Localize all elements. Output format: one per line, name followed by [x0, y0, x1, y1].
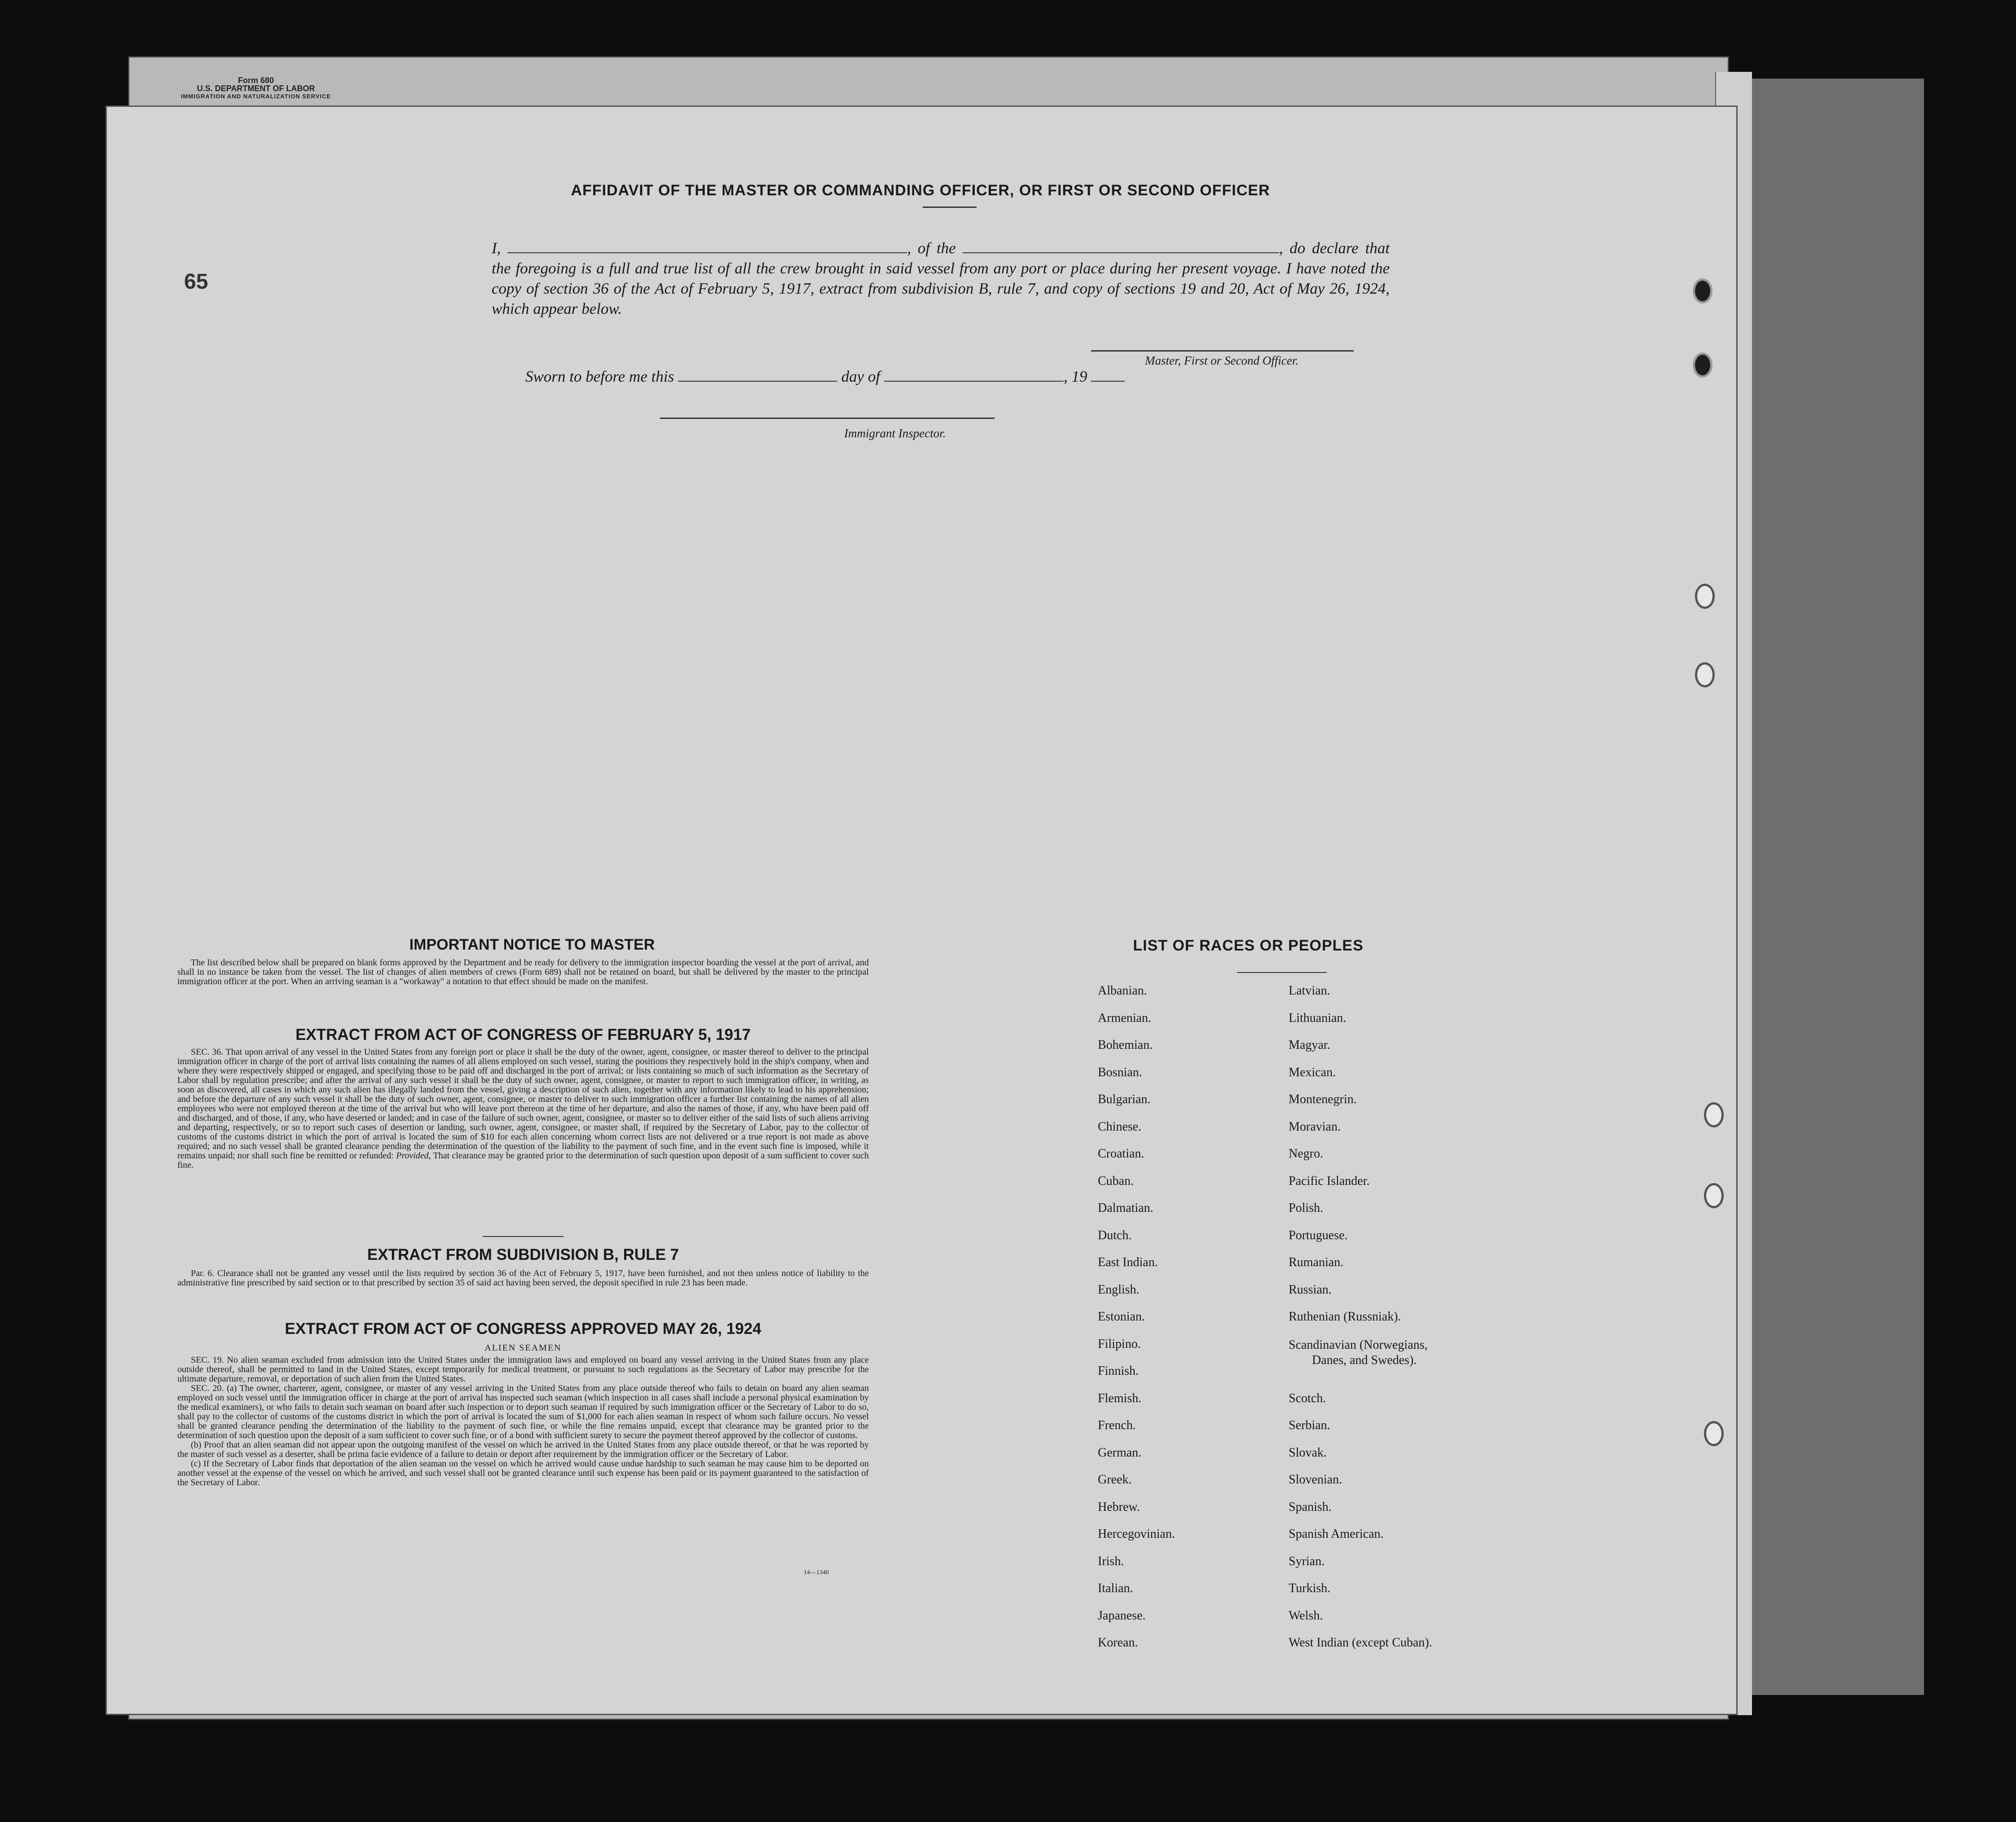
race-item	[1289, 1175, 1432, 1202]
race-item	[1289, 1256, 1432, 1283]
race-label: Magyar.	[1289, 1038, 1330, 1052]
race-item: Dalmatian.	[1098, 1201, 1153, 1215]
race-item: Hebrew.	[1098, 1500, 1140, 1514]
sworn-month-field[interactable]	[884, 367, 1064, 382]
race-item	[1289, 1392, 1432, 1419]
race-item: Bosnian.	[1098, 1065, 1142, 1079]
punch-hole-icon	[1704, 1102, 1724, 1127]
alien-seamen-subtitle: ALIEN SEAMEN	[484, 1343, 562, 1353]
affidavit-title: AFFIDAVIT OF THE MASTER OR COMMANDING OFFICER, OR FIRST OR SECOND OFFICER	[571, 182, 1270, 199]
race-item	[1289, 1066, 1432, 1093]
race-item	[1289, 1283, 1432, 1311]
races-title-rule	[1237, 972, 1327, 973]
race-item	[1289, 1473, 1432, 1501]
race-label: Polish.	[1289, 1201, 1324, 1215]
folder-edge	[1742, 79, 1924, 1695]
race-label: Rumanian.	[1289, 1255, 1344, 1269]
race-item: Bulgarian.	[1098, 1092, 1151, 1106]
affidavit-body	[492, 238, 1390, 319]
inspector-label: Immigrant Inspector.	[844, 427, 946, 440]
punch-hole-icon	[1704, 1421, 1724, 1446]
race-item: Greek.	[1098, 1473, 1132, 1487]
races-right-column	[1289, 984, 1432, 1664]
section-19-text: SEC. 19. No alien seaman excluded from admission into the United States under the immigration laws and employed on board any vessel arriving in the United States from any place outside thereof, shall be permitted to land in the United States, except temporarily for medical treatment, or pursuant to such regulations as the Secretary of Labor may prescribe for the ultimate departure, removal, or deportation of such alien from the United States.	[177, 1355, 869, 1384]
punch-hole-icon	[1695, 584, 1715, 609]
race-item: Flemish.	[1098, 1391, 1142, 1405]
rule7-title: EXTRACT FROM SUBDIVISION B, RULE 7	[367, 1246, 679, 1263]
punch-hole-icon	[1693, 278, 1712, 304]
race-item	[1289, 1501, 1432, 1528]
master-signature-field[interactable]	[1091, 350, 1354, 352]
extract-1924-text	[177, 1342, 869, 1488]
race-label: Scotch.	[1289, 1391, 1326, 1405]
punch-hole-icon	[1693, 352, 1712, 378]
section-20c-text: (c) If the Secretary of Labor finds that deportation of the alien seaman on the vessel on which he arrived would cause undue hardship to such seaman he may cause him to be deported on another vessel at the expense of the vessel on which he arrived, and such vessel shall not be granted clearance until such expense has been paid or its payment guaranteed to the satisfaction of the Secretary of Labor.	[177, 1459, 869, 1488]
race-item	[1289, 1147, 1432, 1175]
proviso-label: Provided,	[396, 1151, 431, 1161]
sworn-day-label: day of	[841, 368, 880, 385]
race-item	[1289, 1093, 1432, 1120]
extract-1924-title: EXTRACT FROM ACT OF CONGRESS APPROVED MAY 26, 1924	[285, 1320, 762, 1338]
race-item	[1289, 1636, 1432, 1664]
race-item	[1289, 1555, 1432, 1582]
race-item: Estonian.	[1098, 1310, 1145, 1324]
affidavit-line1-end: , do declare	[1279, 239, 1359, 257]
race-item: French.	[1098, 1418, 1136, 1432]
race-label: Pacific Islander.	[1289, 1174, 1370, 1188]
affidavit-line1-start: I,	[492, 239, 501, 257]
sworn-prefix: Sworn to before me this	[525, 368, 674, 385]
section-20b-text: (b) Proof that an alien seaman did not appear upon the outgoing manifest of the vessel on which he arrived in the United States from any place outside thereof, or that he was reported by the master of such vessel as a deserter, shall be prima facie evidence of a failure to detain or deport after requirement by the immigration officer or the Secretary of Labor.	[177, 1440, 869, 1459]
title-rule	[923, 207, 977, 208]
race-label: Spanish.	[1289, 1500, 1332, 1514]
race-item: Cuban.	[1098, 1174, 1134, 1188]
race-item	[1289, 1229, 1432, 1256]
notice-paragraph: The list described below shall be prepared on blank forms approved by the Department and be ready for delivery to the immigration inspector boarding the vessel at the port of arrival, and shall in no instance be taken from the vessel. The list of changes of alien members of crews (Form 689) shall not be retained on board, but shall be delivered by the master to the principal immigration officer at the port. When an arriving seaman is a "workaway" a notation to that effect should be made on the manifest.	[177, 958, 869, 986]
race-item	[1289, 1120, 1432, 1148]
race-item: Irish.	[1098, 1554, 1124, 1568]
proviso-text: That clearance may be granted prior to the determination of such question upon deposit of a sum sufficient to cover such fine.	[177, 1151, 869, 1170]
master-signature-label: Master, First or Second Officer.	[1145, 354, 1299, 367]
margin-mark: 65	[184, 270, 208, 294]
races-left-column	[1098, 984, 1175, 1664]
extract-1917-text	[177, 1047, 869, 1170]
affidavit-declaration: that the foregoing is a full and true list of all the crew brought in said vessel from any port or place during her present voyage. I have noted the copy of section 36 of the Act of February 5, 1917, extract from subdivision B, rule 7, and copy of sections 19 and 20, Act of May 26, 1924, which appear below.	[492, 239, 1390, 317]
race-item	[1289, 1338, 1432, 1392]
vessel-name-field[interactable]	[963, 239, 1279, 253]
races-title: LIST OF RACES OR PEOPLES	[1133, 937, 1364, 954]
race-item: East Indian.	[1098, 1255, 1158, 1269]
punch-hole-icon	[1695, 662, 1715, 687]
form-print-number: 14—1340	[804, 1569, 829, 1576]
race-label: Spanish American.	[1289, 1527, 1384, 1541]
section-36-text: SEC. 36. That upon arrival of any vessel in the United States from any foreign port or place it shall be the duty of the owner, agent, consignee, or master thereof to deliver to the principal immigration officer in charge of the port of arrival lists containing the names of all aliens employed on such vessel, stating the positions they respectively hold in the ship's company, when and where they were respectively shipped or engaged, and specifying those to be paid off and discharged in the port of arrival; or lists containing so much of such information as the Secretary of Labor shall by regulation prescribe; and after the arrival of any such vessel it shall be the duty of such owner, agent, consignee, or master to report to such immigration officer, in writing, as soon as discovered, all cases in which any such alien has illegally landed from the vessel, giving a description of such alien, together with any information likely to lead to his apprehension; and before the departure of any such vessel it shall be the duty of such owner, agent, consignee, or master to deliver to such immigration officer a further list containing the names of all alien employees who were not employed thereon at the time of the arrival but who will leave port thereon at the time of her departure, and also the names of those, if any, who have been paid off and discharged, and of those, if any, who have deserted or landed; and in case of the failure of such owner, agent, consignee, or master so to deliver either of the said lists of such aliens arriving and departing, respectively, or so to report such cases of desertion or landing, such owner, agent, consignee, or master shall, if required by the Secretary of Labor, pay to the collector of customs of the customs district in which the port of arrival is located the sum of $10 for each alien concerning whom correct lists are not delivered or a true report is not made as above required; and no such vessel shall be granted clearance pending the determination of the question of the liability to the payment of such fine, and in the event such fine is imposed, while it remains unpaid; nor shall such fine be remitted or refunded:	[177, 1047, 869, 1161]
race-label: Russian.	[1289, 1282, 1332, 1297]
race-label: Montenegrin.	[1289, 1092, 1357, 1106]
race-item: Finnish.	[1098, 1364, 1139, 1378]
rule7-text	[177, 1269, 869, 1288]
race-item: Korean.	[1098, 1636, 1138, 1650]
race-item	[1289, 1446, 1432, 1474]
race-item: Italian.	[1098, 1581, 1133, 1595]
race-label: Slovak.	[1289, 1445, 1327, 1460]
race-item	[1289, 1012, 1432, 1039]
race-label: Mexican.	[1289, 1065, 1336, 1079]
race-item: German.	[1098, 1445, 1142, 1460]
notice-text	[177, 958, 869, 986]
race-label: Welsh.	[1289, 1608, 1323, 1623]
rule7-paragraph: Par. 6. Clearance shall not be granted any vessel until the lists required by section 36 of the Act of February 5, 1917, have been furnished, and not then unless notice of liability to the administrative fine prescribed by said section or to that prescribed by section 35 of said act having been served, the deposit specified in rule 23 has been made.	[177, 1268, 869, 1288]
race-item: Chinese.	[1098, 1119, 1142, 1134]
race-label: Syrian.	[1289, 1554, 1325, 1568]
race-item: Japanese.	[1098, 1608, 1146, 1623]
race-item	[1289, 1310, 1432, 1338]
race-item	[1289, 984, 1432, 1012]
race-item: Bohemian.	[1098, 1038, 1153, 1052]
race-item: Hercegovinian.	[1098, 1527, 1175, 1541]
form-number: Form 680	[238, 76, 274, 85]
section-20a-text: SEC. 20. (a) The owner, charterer, agent, consignee, or master of any vessel arriving in the United States from any place outside thereof who fails to detain on board any alien seaman employed on such vessel until the immigration officer in charge at the port of arrival has inspected such seaman (which inspection in all cases shall include a personal physical examination by the medical examiners), or who fails to detain such seaman on board after such inspection or to deport such seaman if required by such immigration officer or the Secretary of Labor to do so, shall pay to the collector of customs of the customs district in which the port of arrival is located the sum of $1,000 for each alien seaman in respect of whom such failure occurs. No vessel shall be granted clearance pending the determination of the liability to the payment of such fine, or while the fine remains unpaid, except that clearance may be granted prior to the determination of such question upon the deposit of a sum sufficient to cover such fine, or of a bond with sufficient surety to secure the payment thereof approved by the collector of customs.	[177, 1383, 869, 1440]
race-item: Albanian.	[1098, 984, 1147, 998]
officer-name-field[interactable]	[507, 239, 907, 253]
race-label: Negro.	[1289, 1147, 1323, 1161]
race-item: Dutch.	[1098, 1228, 1132, 1242]
race-label: Ruthenian (Russniak).	[1289, 1310, 1401, 1324]
race-item	[1289, 1039, 1432, 1066]
sworn-line	[525, 367, 1199, 386]
race-label: Serbian.	[1289, 1418, 1330, 1432]
punch-hole-icon	[1704, 1183, 1724, 1208]
sworn-day-field[interactable]	[678, 367, 837, 382]
service-name: IMMIGRATION AND NATURALIZATION SERVICE	[180, 93, 331, 100]
race-item	[1289, 1527, 1432, 1555]
race-label: Portuguese.	[1289, 1228, 1348, 1242]
race-item: Armenian.	[1098, 1011, 1151, 1025]
race-label-continuation: Danes, and Swedes).	[1312, 1353, 1417, 1367]
race-item: Croatian.	[1098, 1147, 1144, 1161]
race-item	[1289, 1582, 1432, 1609]
sworn-year-label: , 19	[1063, 368, 1087, 385]
race-item: Filipino.	[1098, 1337, 1141, 1351]
form-header	[175, 76, 337, 101]
section-rule	[483, 1236, 563, 1237]
race-item	[1289, 1201, 1432, 1229]
race-label: Lithuanian.	[1289, 1011, 1347, 1025]
race-label: Slovenian.	[1289, 1473, 1342, 1487]
department-name: U.S. DEPARTMENT OF LABOR	[197, 84, 315, 93]
notice-title: IMPORTANT NOTICE TO MASTER	[409, 936, 655, 953]
sworn-year-field[interactable]	[1091, 367, 1125, 382]
race-label: Latvian.	[1289, 984, 1330, 998]
inspector-signature-field[interactable]	[660, 418, 995, 419]
race-label: Scandinavian (Norwegians,	[1289, 1338, 1428, 1352]
race-label: Turkish.	[1289, 1581, 1331, 1595]
race-label: West Indian (except Cuban).	[1289, 1636, 1432, 1650]
race-item	[1289, 1609, 1432, 1637]
extract-1917-title: EXTRACT FROM ACT OF CONGRESS OF FEBRUARY 5, 1917	[295, 1026, 751, 1043]
race-item	[1289, 1419, 1432, 1446]
race-label: Moravian.	[1289, 1119, 1341, 1134]
race-item: English.	[1098, 1282, 1140, 1297]
affidavit-line1-mid: , of the	[907, 239, 956, 257]
